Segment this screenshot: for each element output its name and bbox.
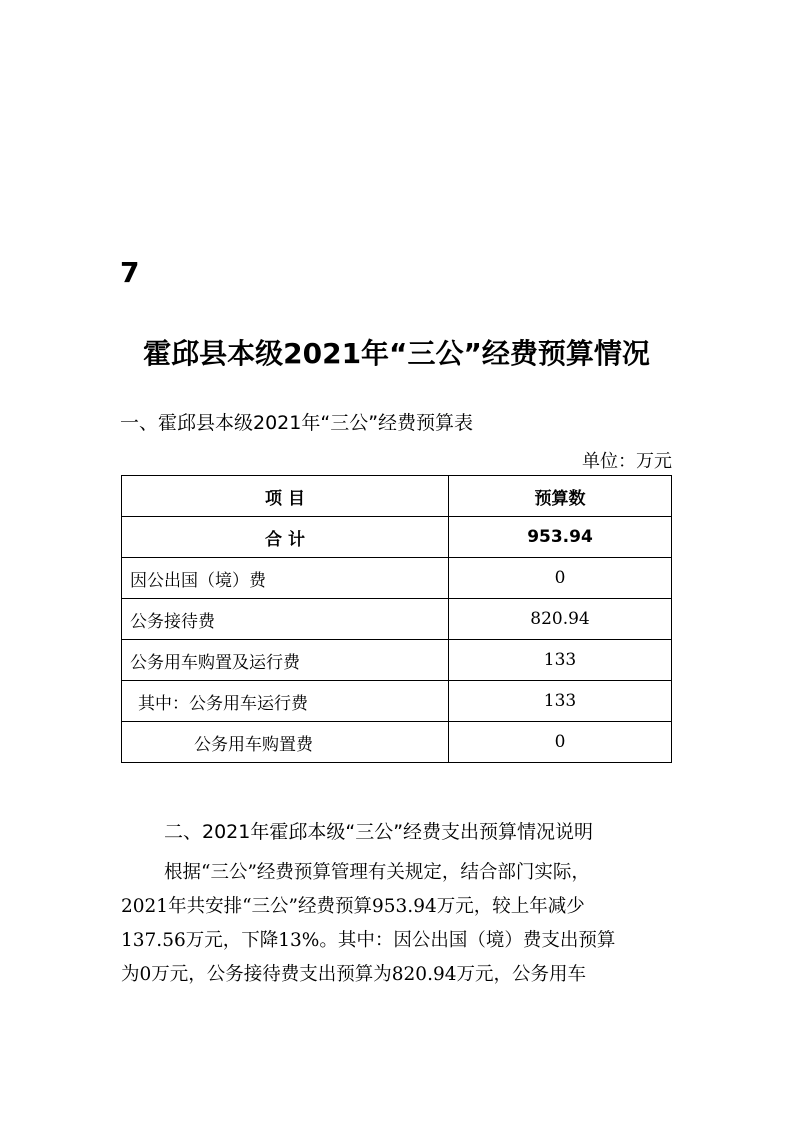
row-item-cell: 公务用车购置费 xyxy=(122,722,449,763)
row-value-cell: 820.94 xyxy=(449,599,672,640)
explanation-paragraph xyxy=(121,856,673,992)
paragraph-line: 为0万元，公务接待费支出预算为820.94万元，公务用车 xyxy=(121,964,587,985)
paragraph-line: 根据“三公”经费预算管理有关规定，结合部门实际， xyxy=(164,862,590,883)
budget-table xyxy=(121,475,672,763)
row-item-cell: 公务接待费 xyxy=(122,599,449,640)
table-row xyxy=(122,722,672,763)
table-row xyxy=(122,558,672,599)
table-header-row xyxy=(122,476,672,517)
header-value-cell: 预算数 xyxy=(449,476,672,517)
row-value-cell: 0 xyxy=(449,722,672,763)
row-item-cell: 公务用车购置及运行费 xyxy=(122,640,449,681)
row-item-cell: 因公出国（境）费 xyxy=(122,558,449,599)
table-row xyxy=(122,599,672,640)
table-row xyxy=(122,681,672,722)
paragraph-line: 137.56万元，下降13%。其中：因公出国（境）费支出预算 xyxy=(121,930,616,951)
table-total-row xyxy=(122,517,672,558)
table-row xyxy=(122,640,672,681)
document-title: 霍邱县本级2021年“三公”经费预算情况 xyxy=(143,337,650,370)
header-item-cell: 项 目 xyxy=(122,476,449,517)
section-heading-budget-table: 一、霍邱县本级2021年“三公”经费预算表 xyxy=(120,412,474,434)
section-heading-explanation: 二、2021年霍邱本级“三公”经费支出预算情况说明 xyxy=(164,821,594,843)
row-value-cell: 133 xyxy=(449,681,672,722)
paragraph-line: 2021年共安排“三公”经费预算953.94万元，较上年减少 xyxy=(121,896,585,917)
unit-label: 单位：万元 xyxy=(582,451,672,472)
row-value-cell: 0 xyxy=(449,558,672,599)
total-item-cell: 合 计 xyxy=(122,517,449,558)
row-item-cell: 其中：公务用车运行费 xyxy=(122,681,449,722)
total-value-cell: 953.94 xyxy=(449,517,672,558)
page-number: 7 xyxy=(120,256,140,289)
row-value-cell: 133 xyxy=(449,640,672,681)
